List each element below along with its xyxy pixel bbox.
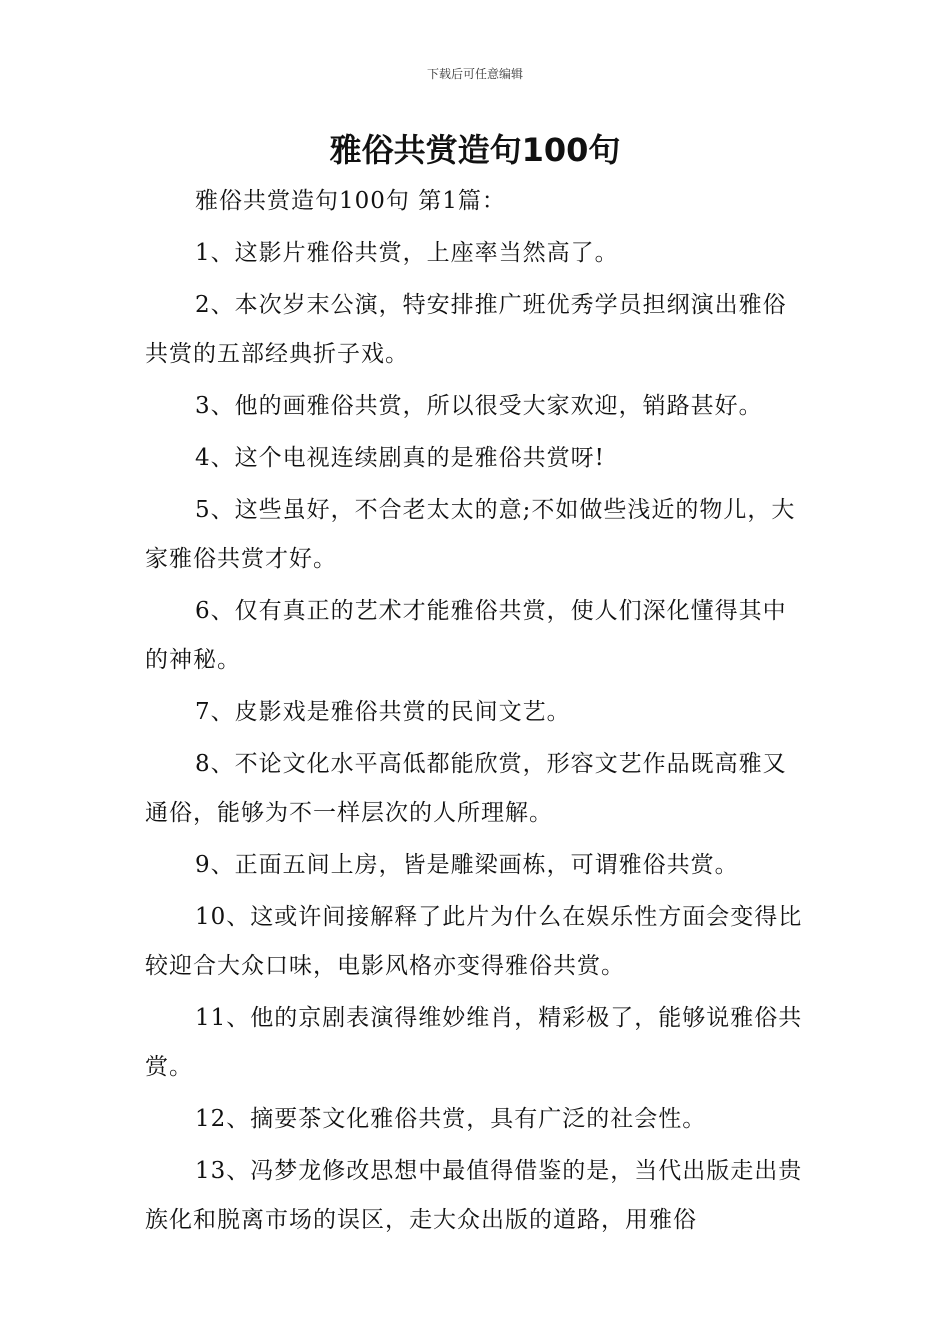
paragraph-sentence-11: 11、他的京剧表演得维妙维肖，精彩极了，能够说雅俗共赏。 [145, 1005, 803, 1080]
paragraph-sentence-1: 1、这影片雅俗共赏，上座率当然高了。 [195, 240, 619, 266]
document-body [145, 177, 810, 1248]
paragraph-sentence-10: 10、这或许间接解释了此片为什么在娱乐性方面会变得比较迎合大众口味，电影风格亦变得雅俗共赏。 [145, 904, 803, 979]
paragraph-section-heading: 雅俗共赏造句100句 第1篇： [195, 188, 506, 214]
paragraph-sentence-4: 4、这个电视连续剧真的是雅俗共赏呀! [195, 445, 605, 471]
paragraph-sentence-3: 3、他的画雅俗共赏，所以很受大家欢迎，销路甚好。 [195, 393, 763, 419]
paragraph-sentence-8: 8、不论文化水平高低都能欣赏，形容文艺作品既高雅又通俗，能够为不一样层次的人所理解。 [145, 751, 787, 826]
paragraph-sentence-13: 13、冯梦龙修改思想中最值得借鉴的是，当代出版走出贵族化和脱离市场的误区，走大众出版的道路，用雅俗 [145, 1158, 803, 1233]
header-note: 下载后可任意编辑 [426, 67, 523, 81]
paragraph-sentence-7: 7、皮影戏是雅俗共赏的民间文艺。 [195, 699, 571, 725]
document-title: 雅俗共赏造句100句 [329, 131, 621, 169]
paragraph-sentence-6: 6、仅有真正的艺术才能雅俗共赏，使人们深化懂得其中的神秘。 [145, 598, 787, 673]
paragraph-sentence-5: 5、这些虽好，不合老太太的意;不如做些浅近的物儿，大家雅俗共赏才好。 [145, 497, 796, 572]
paragraph-sentence-9: 9、正面五间上房，皆是雕梁画栋，可谓雅俗共赏。 [195, 852, 739, 878]
paragraph-sentence-2: 2、本次岁末公演，特安排推广班优秀学员担纲演出雅俗共赏的五部经典折子戏。 [145, 292, 787, 367]
paragraph-sentence-12: 12、摘要茶文化雅俗共赏，具有广泛的社会性。 [195, 1106, 707, 1132]
